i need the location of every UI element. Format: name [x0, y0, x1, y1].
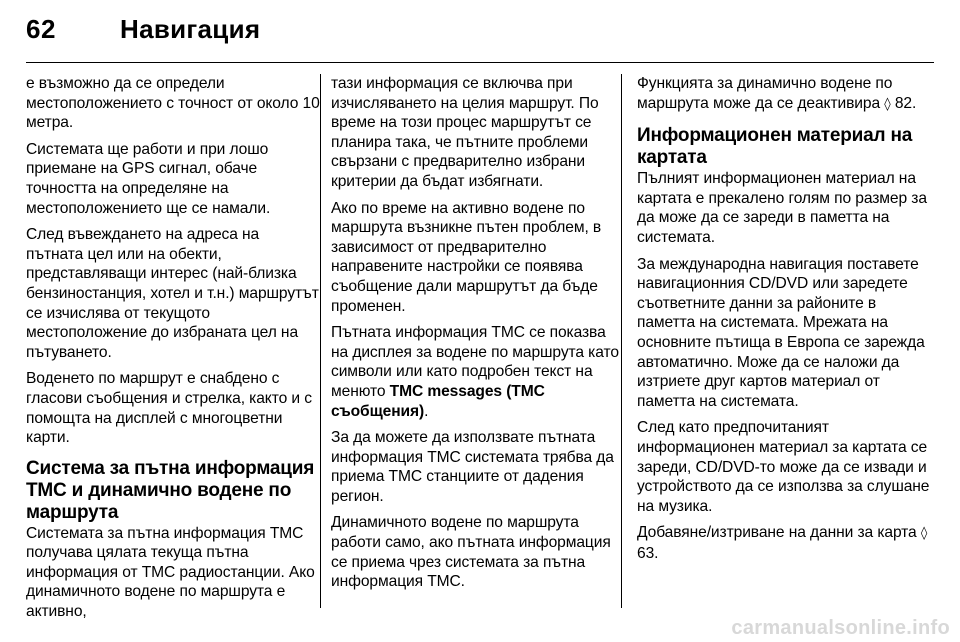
paragraph	[637, 523, 935, 563]
column-3	[637, 74, 935, 608]
page-reference[interactable]: 82.	[890, 94, 917, 112]
column-2	[331, 74, 621, 608]
paragraph-text: Функцията за динамично водене по маршрута може да се деактивира	[637, 75, 893, 112]
subsection-heading-tmc: Система за пътна информация TMC и динамично водене по маршрута	[26, 457, 315, 523]
paragraph: Воденето по маршрут е снабдено с гласови съобщения и стрелка, както и с помощта на дисплей с многоцветни карти.	[26, 370, 312, 447]
section-title: Навигация	[120, 14, 261, 44]
paragraph: Системата ще работи и при лошо приемане на GPS сигнал, обаче точността на определяне на местоположението ще се намали.	[26, 140, 271, 217]
paragraph: Системата за пътна информация TMC получава цялата текуща пътна информация от TMC радиостанции. Ако динамичното водене по маршрута е активно,	[26, 524, 315, 621]
paragraph: За международна навигация поставете навигационния CD/DVD или заредете съответните данни за районите в паметта на системата. Мрежата на основните пътища в Европа се зарежда автоматично. Може да се наложи да изтриете друг картов материал от паметта на системата.	[637, 255, 925, 410]
paragraph: Динамичното водене по маршрута работи само, ако пътната информация се приема чрез системата за пътна информация TMC.	[331, 514, 611, 591]
page-number: 62	[26, 14, 56, 44]
paragraph	[637, 74, 935, 114]
paragraph: За да можете да използвате пътната информация TMC системата трябва да приема TMC станциите от дадения регион.	[331, 429, 614, 505]
paragraph-text: .	[424, 402, 429, 420]
column-divider	[320, 74, 321, 608]
column-1	[26, 74, 320, 621]
paragraph: След въвеждането на адреса на пътната цел или на обекти, представляващи интерес (най-близка бензиностанция, хотел и т.н.) маршрутът се изчислява от текущото местоположение до избраната цел на пътуването.	[26, 226, 319, 361]
paragraph: е възможно да се определи местоположението с точност от около 10 метра.	[26, 75, 320, 132]
paragraph: тази информация се включва при изчисляването на целия маршрут. По време на този процес маршрутът се планира така, че пътните проблеми свързани с предварително избрани критерии да бъдат избягнати.	[331, 75, 599, 190]
page-reference-icon: ◊	[920, 526, 928, 542]
page-reference-icon: ◊	[884, 96, 891, 112]
column-divider	[621, 74, 622, 608]
paragraph	[331, 323, 621, 421]
page-reference[interactable]: 63.	[637, 544, 659, 562]
subsection-heading-map-material: Информационен материал на картата	[637, 125, 913, 169]
paragraph: Пълният информационен материал на картата е прекалено голям по размер за да може да се зареди в паметта на системата.	[637, 170, 927, 246]
page-header	[26, 0, 934, 63]
watermark: carmanualsonline.info	[731, 617, 950, 639]
paragraph: Ако по време на активно водене по маршрута възникне пътен проблем, в зависимост от предварително направените настройки се появява съобщение дали маршрутът да бъде променен.	[331, 199, 602, 315]
menu-name-tmc-messages: TMC messages (TMC съобщения)	[331, 382, 545, 420]
paragraph-text: Пътната информация TMC се показва на дисплея за водене по маршрута като символи или като подробен текст на менюто	[331, 324, 619, 400]
paragraph: След като предпочитаният информационен материал за картата се зареди, CD/DVD-то може да се извади и устройството да се използва за слушане на музика.	[637, 419, 930, 515]
paragraph-text: Добавяне/изтриване на данни за карта	[637, 524, 921, 542]
